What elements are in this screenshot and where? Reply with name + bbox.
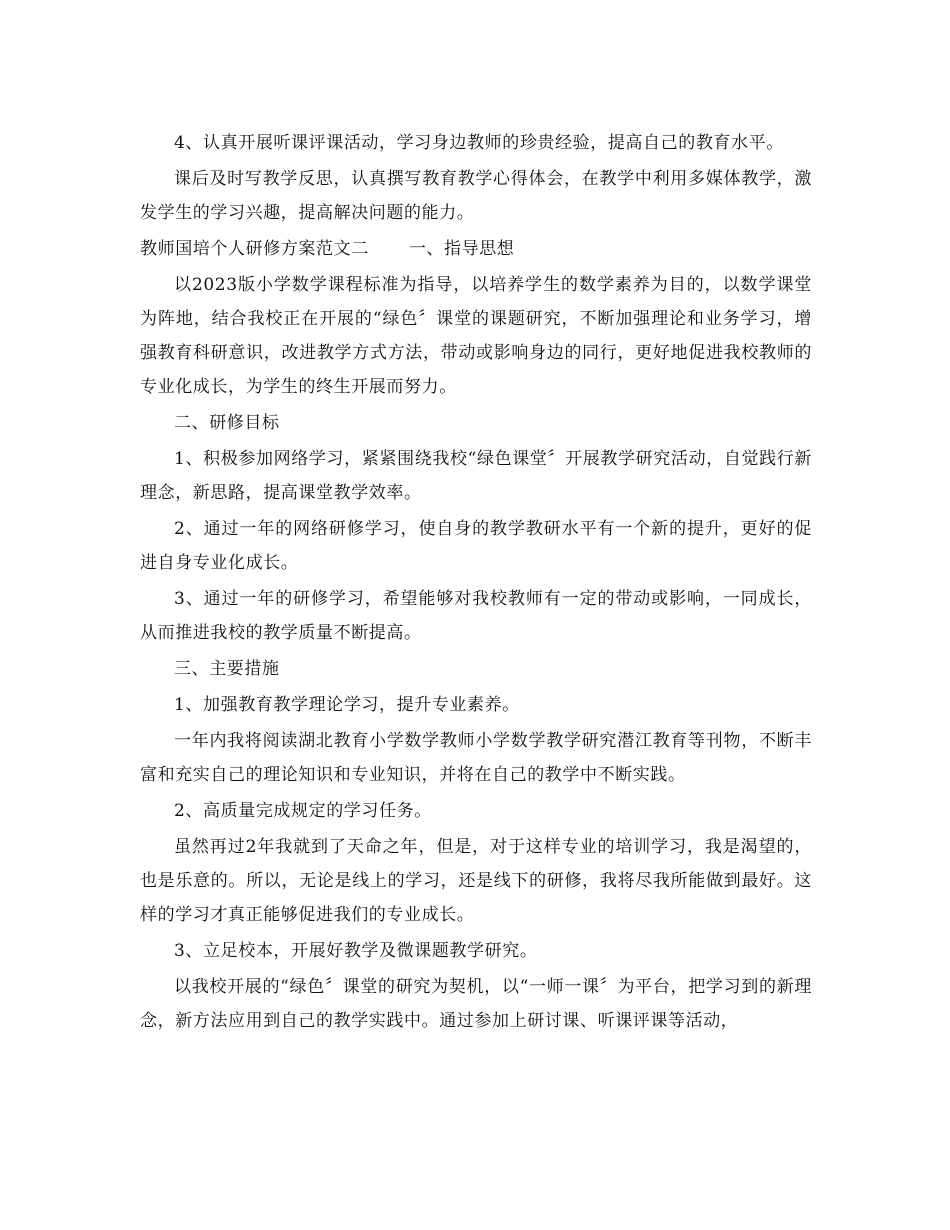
heading-main-measures: 三、主要措施 [174,659,280,679]
paragraph-measure-1-title: 1、加强教育教学理论学习，提升专业素养。 [174,695,520,715]
paragraph-measure-1-body: 一年内我将阅读湖北教育小学数学教师小学数学教学研究潜江教育等刊物，不断丰富和充实自己的理论知识和专业知识，并将在自己的教学中不断实践。 [140,731,812,785]
section-subtitle: 一、指导思想 [408,239,515,259]
paragraph-guiding-ideology: 以2023版小学数学课程标准为指导，以培养学生的数学素养为目的，以数学课堂为阵地，结合我校正在开展的“绿色〞课堂的课题研究，不断加强理论和业务学习，增强教育科研意识，改进教学方式方法，带动或影响身边的同行，更好地促进我校教师的专业化成长，为学生的终生开展而努力。 [140,275,812,397]
paragraph-measure-2-body: 虽然再过2年我就到了天命之年，但是，对于这样专业的培训学习，我是渴望的，也是乐意的。所以，无论是线上的学习，还是线下的研修，我将尽我所能做到最好。这样的学习才真正能够促进我们的专业成长。 [140,837,812,925]
document-body [140,126,812,1040]
paragraph-measure-3-body: 以我校开展的“绿色〞课堂的研究为契机，以“一师一课〞为平台，把学习到的新理念，新方法应用到自己的教学实践中。通过参加上研讨课、听课评课等活动， [140,977,812,1031]
paragraph-listen-evaluate: 4、认真开展听课评课活动，学习身边教师的珍贵经验，提高自己的教育水平。 [174,133,784,153]
paragraph-goal-2: 2、通过一年的网络研修学习，使自身的教学教研水平有一个新的提升，更好的促进自身专业化成长。 [140,519,812,573]
section-heading-line [140,232,812,266]
section-title: 教师国培个人研修方案范文二 [140,239,369,259]
paragraph-goal-1: 1、积极参加网络学习，紧紧围绕我校“绿色课堂〞开展教学研究活动，自觉践行新理念，新思路，提高课堂教学效率。 [140,449,812,503]
paragraph-measure-3-title: 3、立足校本，开展好教学及微课题教学研究。 [174,941,538,961]
paragraph-reflection: 课后及时写教学反思，认真撰写教育教学心得体会，在教学中利用多媒体教学，激发学生的学习兴趣，提高解决问题的能力。 [140,169,812,223]
heading-research-goals: 二、研修目标 [174,413,280,433]
paragraph-measure-2-title: 2、高质量完成规定的学习任务。 [174,801,432,821]
paragraph-goal-3: 3、通过一年的研修学习，希望能够对我校教师有一定的带动或影响，一同成长，从而推进我校的教学质量不断提高。 [140,589,812,643]
